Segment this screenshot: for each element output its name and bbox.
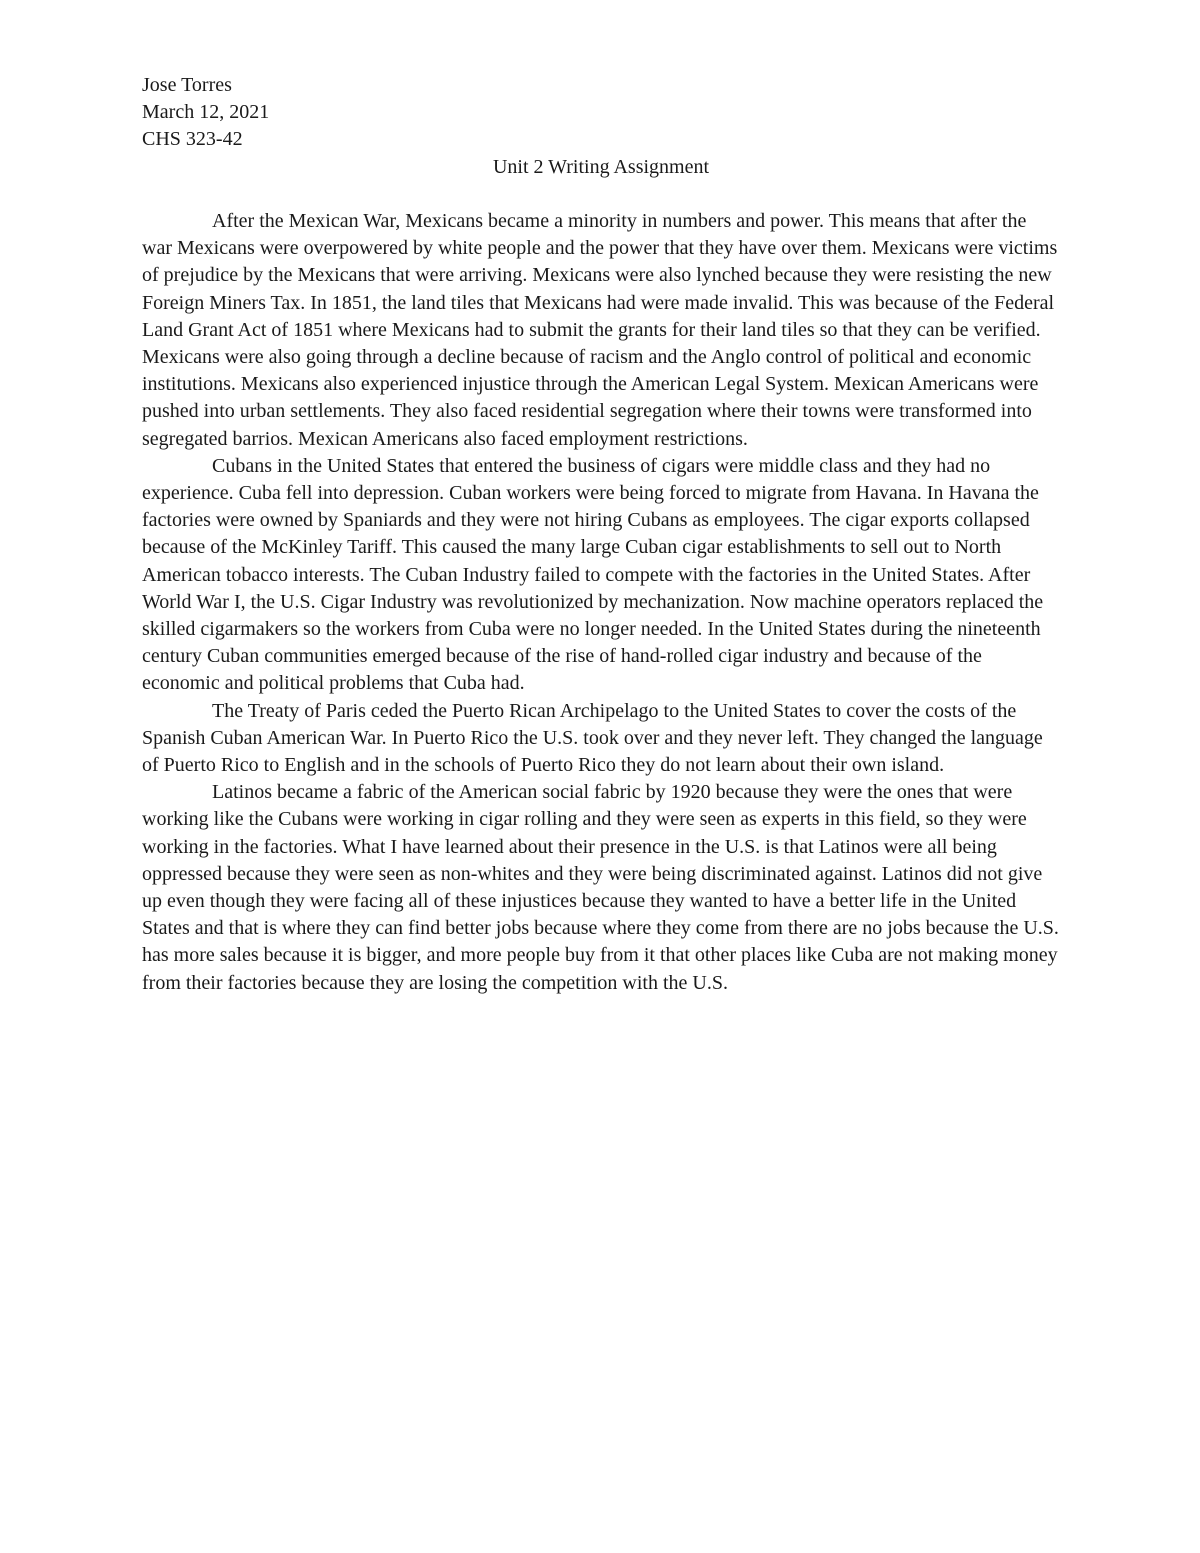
paragraph-cubans: Cubans in the United States that entered the business of cigars were middle class and they had no experience. Cuba fell into depression. Cuban workers were being forced to migrate from Havana. In Havana the factories were owned by Spaniards and they were not hiring Cubans as employees. The cigar exports collapsed because of the McKinley Tariff. This caused the many large Cuban cigar establishments to sell out to North American tobacco interests. The Cuban Industry failed to compete with the factories in the United States. After World War I, the U.S. Cigar Industry was revolutionized by mechanization. Now machine operators replaced the skilled cigarmakers so the workers from Cuba were no longer needed. In the United States during the nineteenth century Cuban communities emerged because of the rise of hand-rolled cigar industry and because of the economic and political problems that Cuba had. bbox=[142, 454, 1044, 695]
course-code: CHS 323-42 bbox=[142, 128, 243, 151]
paragraph-mexican-war: After the Mexican War, Mexicans became a minority in numbers and power. This means that after the war Mexicans were overpowered by white people and the power that they have over them. Mexicans were victims of prejudice by the Mexicans that were arriving. Mexicans were also lynched because they were resisting the new Foreign Miners Tax. In 1851, the land tiles that Mexicans had were made invalid. This was because of the Federal Land Grant Act of 1851 where Mexicans had to submit the grants for their land tiles so that they can be verified. Mexicans were also going through a decline because of racism and the Anglo control of political and economic institutions. Mexicans also experienced injustice through the American Legal System. Mexican Americans were pushed into urban settlements. They also faced residential segregation where their towns were transformed into segregated barrios. Mexican Americans also faced employment restrictions. bbox=[142, 210, 1058, 450]
document-content bbox=[142, 72, 1060, 997]
header-block bbox=[142, 72, 1060, 154]
document-date: March 12, 2021 bbox=[142, 101, 270, 124]
author-name: Jose Torres bbox=[142, 74, 232, 96]
paragraph-latinos: Latinos became a fabric of the American social fabric by 1920 because they were the ones that were working like the Cubans were working in cigar rolling and they were seen as experts in this field, so they were working in the factories. What I have learned about their presence in the U.S. is that Latinos were all being oppressed because they were seen as non-whites and they were being discriminated against. Latinos did not give up even though they were facing all of these injustices because they wanted to have a better life in the United States and that is where they can find better jobs because where they come from there are no jobs because the U.S. has more sales because it is bigger, and more people buy from it that other places like Cuba are not making money from their factories because they are losing the competition with the U.S. bbox=[142, 781, 1059, 994]
document-title: Unit 2 Writing Assignment bbox=[492, 155, 710, 178]
document-body bbox=[142, 208, 1060, 997]
paragraph-puerto-rico: The Treaty of Paris ceded the Puerto Rican Archipelago to the United States to cover the costs of the Spanish Cuban American War. In Puerto Rico the U.S. took over and they never left. They changed the language of Puerto Rico to English and in the schools of Puerto Rico they do not learn about their own island. bbox=[142, 699, 1043, 777]
